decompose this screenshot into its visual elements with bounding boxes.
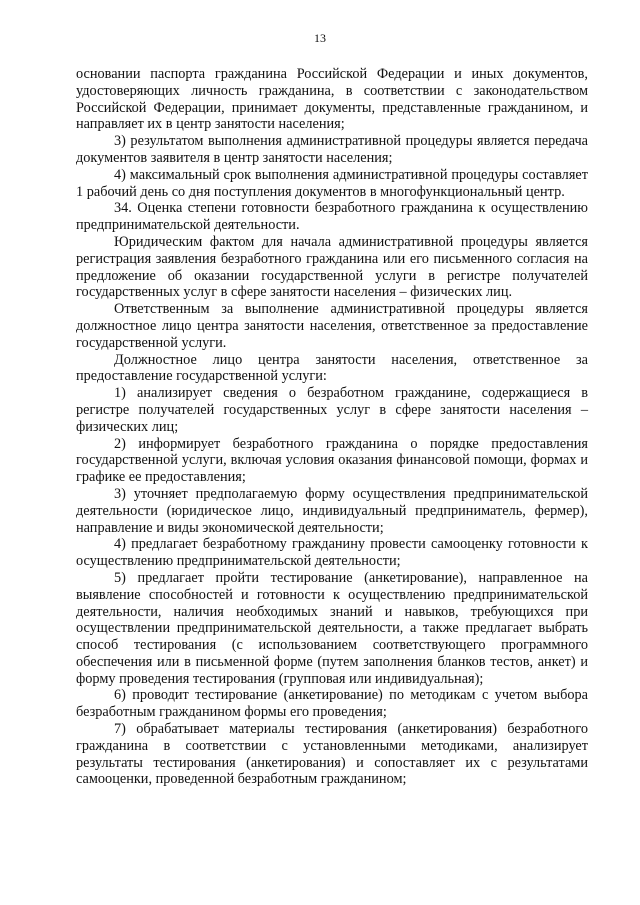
paragraph: 4) предлагает безработному гражданину провести самооценку готовности к осуществлению предпринимательской деятельности; [76, 536, 588, 570]
paragraph: 3) результатом выполнения административной процедуры является передача документов заявителя в центр занятости населения; [76, 133, 588, 166]
paragraph: 7) обрабатывает материалы тестирования (анкетирования) безработного гражданина в соответствии с установленными методиками, анализирует результаты тестирования (анкетирования) и сопоставляет их с результатами самооценки, проведенной безработным гражданином; [76, 721, 588, 788]
paragraph: 3) уточняет предполагаемую форму осуществления предпринимательской деятельности (юридическое лицо, индивидуальный предприниматель, фермер), направление и виды экономической деятельности; [76, 485, 588, 536]
paragraph: 4) максимальный срок выполнения административной процедуры составляет 1 рабочий день со дня поступления документов в многофункциональный центр. [76, 166, 588, 200]
paragraph: 34. Оценка степени готовности безработного гражданина к осуществлению предпринимательской деятельности. [76, 200, 588, 234]
document-body [76, 66, 588, 788]
paragraph: 1) анализирует сведения о безработном гражданине, содержащиеся в регистре получателей государственных услуг в сфере занятости населения – физических лиц; [76, 385, 588, 435]
paragraph: 2) информирует безработного гражданина о порядке предоставления государственной услуги, включая условия оказания финансовой помощи, формах и графике ее предоставления; [76, 435, 588, 486]
paragraph: Должностное лицо центра занятости населения, ответственное за предоставление государственной услуги: [76, 351, 588, 385]
page-number: 13 [314, 31, 326, 45]
paragraph: Ответственным за выполнение административной процедуры является должностное лицо центра занятости населения, ответственное за предоставление государственной услуги. [76, 301, 588, 351]
paragraph: 5) предлагает пройти тестирование (анкетирование), направленное на выявление способностей и готовности к осуществлению предпринимательской деятельности, наличия необходимых знаний и навыков, требующихся при осуществлении предпринимательской деятельности, а также предлагает выбрать способ тестирования (с использованием соответствующего программного обеспечения или в письменной форме (путем заполнения бланков тестов, анкет) и форму проведения тестирования (групповая или индивидуальная); [76, 569, 588, 687]
paragraph: 6) проводит тестирование (анкетирование) по методикам с учетом выбора безработным гражданином формы его проведения; [76, 687, 588, 721]
paragraph: Юридическим фактом для начала административной процедуры является регистрация заявления безработного гражданина или его письменного согласия на предложение об оказании государственной услуги в регистре получателей государственных услуг в сфере занятости населения – физических лиц. [76, 233, 588, 301]
paragraph: основании паспорта гражданина Российской Федерации и иных документов, удостоверяющих личность гражданина, в соответствии с законодательством Российской Федерации, принимает документы, представленные гражданином, и направляет их в центр занятости населения; [76, 66, 588, 133]
